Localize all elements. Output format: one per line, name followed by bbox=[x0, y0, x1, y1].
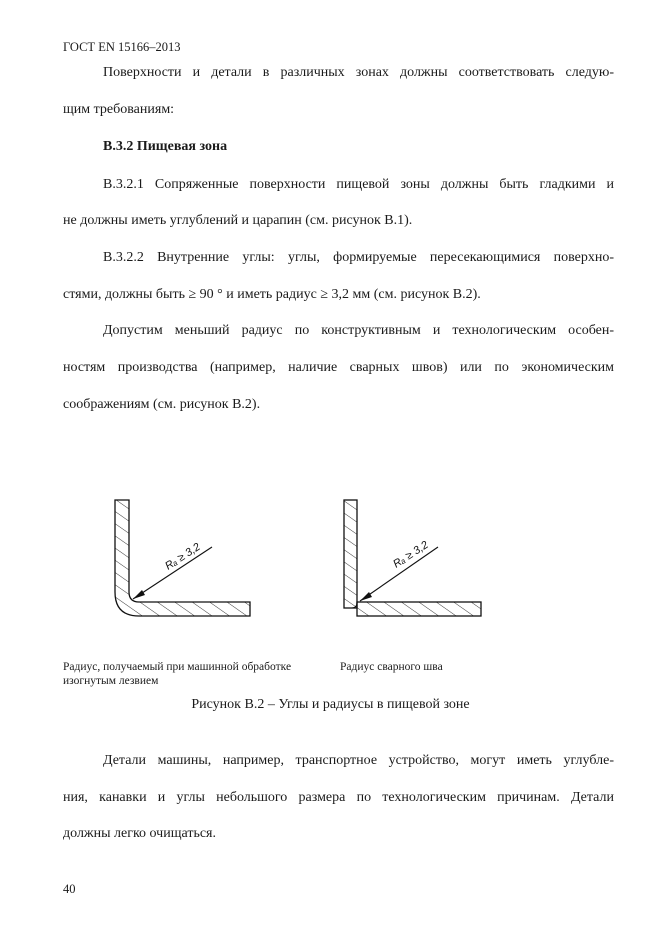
figure-b2-drawing bbox=[0, 480, 661, 630]
paragraph-radius-line-2: ностям производства (например, наличие сварных швов) или по экономическим bbox=[63, 360, 614, 375]
figure-title: Рисунок B.2 – Углы и радиусы в пищевой зоне bbox=[191, 697, 470, 712]
right-dim-label: Rₐ ≥ 3,2 bbox=[391, 539, 431, 571]
paragraph-intro-line-2: щим требованиям: bbox=[63, 102, 175, 117]
figure-right-caption: Радиус сварного шва bbox=[340, 661, 443, 673]
paragraph-details-line-3: должны легко очищаться. bbox=[63, 826, 216, 841]
paragraph-b321-line-1: B.3.2.1 Сопряженные поверхности пищевой зоны должны быть гладкими и bbox=[103, 177, 614, 192]
paragraph-b322-line-1: B.3.2.2 Внутренние углы: углы, формируемые пересекающимися поверхно- bbox=[103, 250, 614, 265]
paragraph-details-line-2: ния, канавки и углы небольшого размера по технологическим причинам. Детали bbox=[63, 790, 614, 805]
page-number: 40 bbox=[63, 882, 76, 896]
paragraph-details-line-1: Детали машины, например, транспортное устройство, могут иметь углубле- bbox=[103, 753, 614, 768]
document-header: ГОСТ EN 15166–2013 bbox=[63, 40, 181, 54]
left-dim-label: Rₐ ≥ 3,2 bbox=[163, 541, 203, 573]
figure-left-caption: Радиус, получаемый при машинной обработке изогнутым лезвием bbox=[63, 661, 292, 687]
left-dimension-arrow bbox=[133, 590, 145, 599]
section-heading: B.3.2 Пищевая зона bbox=[103, 139, 228, 154]
paragraph-b322-line-2: стями, должны быть ≥ 90 ° и иметь радиус ≥ 3,2 мм (см. рисунок B.2). bbox=[63, 287, 481, 302]
paragraph-b321-line-2: не должны иметь углублений и царапин (см. рисунок B.1). bbox=[63, 213, 413, 228]
paragraph-radius-line-1: Допустим меньший радиус по конструктивным и технологическим особен- bbox=[103, 323, 614, 338]
paragraph-intro-line-1: Поверхности и детали в различных зонах должны соответствовать следую- bbox=[103, 65, 614, 80]
left-dimension-leader bbox=[133, 547, 212, 599]
paragraph-radius-line-3: соображениям (см. рисунок B.2). bbox=[63, 397, 261, 412]
